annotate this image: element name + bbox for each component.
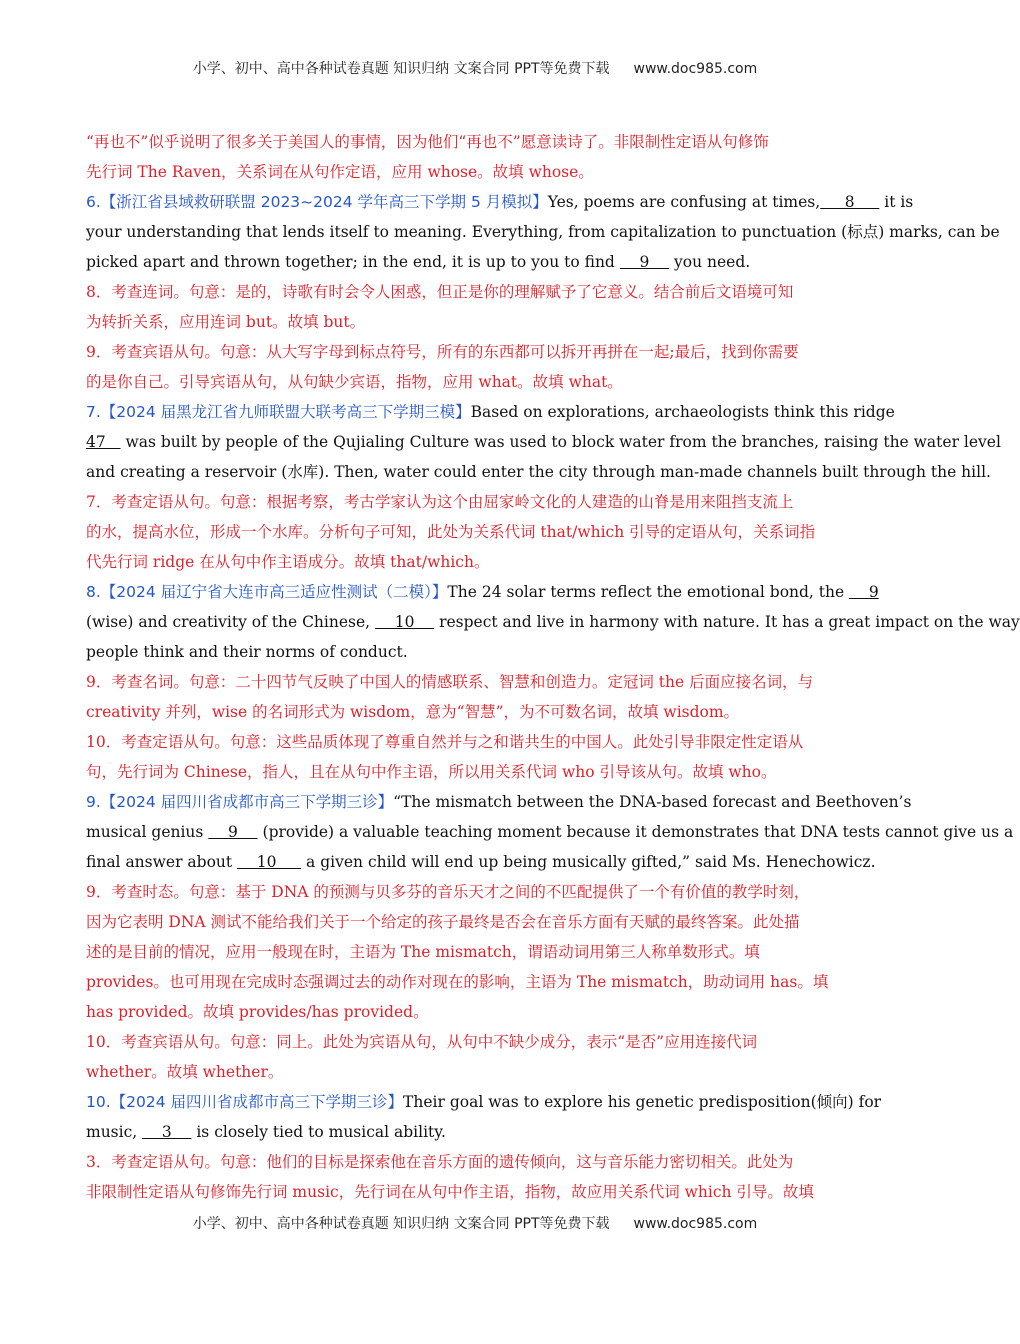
answer-line: 为转折关系，应用连词 but。故填 but。 [86, 313, 366, 331]
header-site[interactable]: www.doc985.com [633, 61, 758, 77]
answer-line: provides。也可用现在完成时态强调过去的动作对现在的影响，主语为 The mismatch，助动词用 has。填 [86, 973, 829, 991]
answer-line: 7．考查定语从句。句意：根据考察，考古学家认为这个由屈家岭文化的人建造的山脊是用来阻挡支流上 [86, 493, 794, 511]
blank-9: 9 [619, 253, 670, 271]
question-text: it is [879, 193, 914, 211]
question-text: picked apart and thrown together; in the end, it is up to you to find [86, 253, 620, 271]
question-number: 10. [86, 1093, 111, 1111]
question-source: 【2024 届四川省成都市高三下学期三诊】 [110, 1093, 404, 1111]
question-text: is closely tied to musical ability. [191, 1123, 446, 1141]
question-number: 8. [86, 583, 101, 601]
answer-line: creativity 并列，wise 的名词形式为 wisdom，意为“智慧”，为不可数名词，故填 wisdom。 [86, 703, 740, 721]
answer-line: 句，先行词为 Chinese，指人，且在从句中作主语，所以用关系代词 who 引导该从句。故填 who。 [86, 763, 777, 781]
page-header [0, 58, 950, 78]
answer-line: 9．考查时态。句意：基于 DNA 的预测与贝多芬的音乐天才之间的不匹配提供了一个有价值的教学时刻， [86, 883, 810, 901]
answer-line: 非限制性定语从句修饰先行词 music，先行词在从句中作主语，指物，故应用关系代词 which 引导。故填 [86, 1183, 814, 1201]
question-text: music, [86, 1123, 143, 1141]
question-line [86, 1087, 882, 1117]
question-line: people think and their norms of conduct. [86, 643, 408, 661]
answer-line: 9．考查名词。句意：二十四节气反映了中国人的情感联系、智慧和创造力。定冠词 the 后面应接名词，与 [86, 673, 814, 691]
question-text: final answer about [86, 853, 238, 871]
answer-line: 因为它表明 DNA 测试不能给我们关于一个给定的孩子最终是否会在音乐方面有天赋的最终答案。此处描 [86, 913, 800, 931]
blank-9: 9 [849, 583, 879, 601]
answer-line: 3．考查定语从句。句意：他们的目标是探索他在音乐方面的遗传倾向，这与音乐能力密切相关。此处为 [86, 1153, 794, 1171]
answer-line: has provided。故填 provides/has provided。 [86, 1003, 429, 1021]
blank-10: 10 [375, 613, 435, 631]
question-text: Yes, poems are confusing at times, [547, 193, 821, 211]
blank-9: 9 [208, 823, 258, 841]
answer-line: 代先行词 ridge 在从句中作主语成分。故填 that/which。 [86, 553, 490, 571]
question-text: respect and live in harmony with nature. It has a great impact on the way [434, 613, 1020, 631]
answer-line: 的是你自己。引导宾语从句，从句缺少宾语，指物，应用 what。故填 what。 [86, 373, 623, 391]
question-number: 9. [86, 793, 101, 811]
question-number: 6. [86, 193, 101, 211]
question-source: 【浙江省县域救研联盟 2023~2024 学年高三下学期 5 月模拟】 [100, 193, 548, 211]
question-line [86, 607, 1020, 637]
question-text: (provide) a valuable teaching moment because it demonstrates that DNA tests cannot give us a [257, 823, 1014, 841]
question-text: “The mismatch between the DNA-based forecast and Beethoven’s [393, 793, 912, 811]
answer-line: 先行词 The Raven，关系词在从句作定语，应用 whose。故填 whose。 [86, 163, 594, 181]
question-text: The 24 solar terms reflect the emotional bond, the [447, 583, 850, 601]
question-source: 【2024 届四川省成都市高三下学期三诊】 [100, 793, 394, 811]
question-line: and creating a reservoir (水库). Then, water could enter the city through man-made channels built through the hill. [86, 463, 991, 481]
document-body [86, 127, 1020, 1207]
question-number: 7. [86, 403, 101, 421]
answer-line: “再也不”似乎说明了很多关于美国人的事情，因为他们“再也不”愿意读诗了。非限制性定语从句修饰 [86, 133, 769, 151]
page-footer [0, 1213, 950, 1233]
question-source: 【2024 届辽宁省大连市高三适应性测试（二模）】 [100, 583, 448, 601]
footer-site[interactable]: www.doc985.com [633, 1216, 758, 1232]
question-source: 【2024 届黑龙江省九师联盟大联考高三下学期三模】 [100, 403, 471, 421]
question-line [86, 787, 912, 817]
question-line [86, 397, 895, 427]
blank-47: 47 [86, 433, 121, 451]
question-text: a given child will end up being musically gifted,” said Ms. Henechowicz. [301, 853, 876, 871]
question-line [86, 187, 914, 217]
answer-line: 8．考查连词。句意：是的，诗歌有时会令人困惑，但正是你的理解赋予了它意义。结合前后文语境可知 [86, 283, 794, 301]
question-line [86, 817, 1014, 847]
question-text: Based on explorations, archaeologists think this ridge [470, 403, 895, 421]
blank-3: 3 [142, 1123, 192, 1141]
question-line [86, 427, 1001, 457]
question-line [86, 247, 866, 277]
answer-line: 10．考查定语从句。句意：这些品质体现了尊重自然并与之和谐共生的中国人。此处引导非限定性定语从 [86, 733, 804, 751]
answer-line: 述的是目前的情况，应用一般现在时，主语为 The mismatch，谓语动词用第三人称单数形式。填 [86, 943, 760, 961]
footer-text: 小学、初中、高中各种试卷真题 知识归纳 文案合同 PPT等免费下载 [192, 1216, 610, 1232]
question-text: Their goal was to explore his genetic predisposition(倾向) for [403, 1093, 882, 1111]
answer-line: 9．考查宾语从句。句意：从大写字母到标点符号，所有的东西都可以拆开再拼在一起;最后，找到你需要 [86, 343, 799, 361]
blank-8: 8 [820, 193, 880, 211]
question-line [86, 847, 876, 877]
question-text: was built by people of the Qujialing Culture was used to block water from the branches, raising the water level [120, 433, 1001, 451]
blank-10: 10 [237, 853, 302, 871]
question-line [86, 577, 879, 607]
question-text: (wise) and creativity of the Chinese, [86, 613, 376, 631]
question-line [86, 1117, 866, 1147]
answer-line: 的水，提高水位，形成一个水库。分析句子可知，此处为关系代词 that/which 引导的定语从句，关系词指 [86, 523, 816, 541]
question-text: musical genius [86, 823, 209, 841]
question-line: your understanding that lends itself to meaning. Everything, from capitalization to punctuation (标点) marks, can be [86, 223, 1000, 241]
question-text: you need. [669, 253, 751, 271]
header-text: 小学、初中、高中各种试卷真题 知识归纳 文案合同 PPT等免费下载 [192, 61, 610, 77]
answer-line: whether。故填 whether。 [86, 1063, 284, 1081]
answer-line: 10．考查宾语从句。句意：同上。此处为宾语从句，从句中不缺少成分，表示“是否”应用连接代词 [86, 1033, 758, 1051]
